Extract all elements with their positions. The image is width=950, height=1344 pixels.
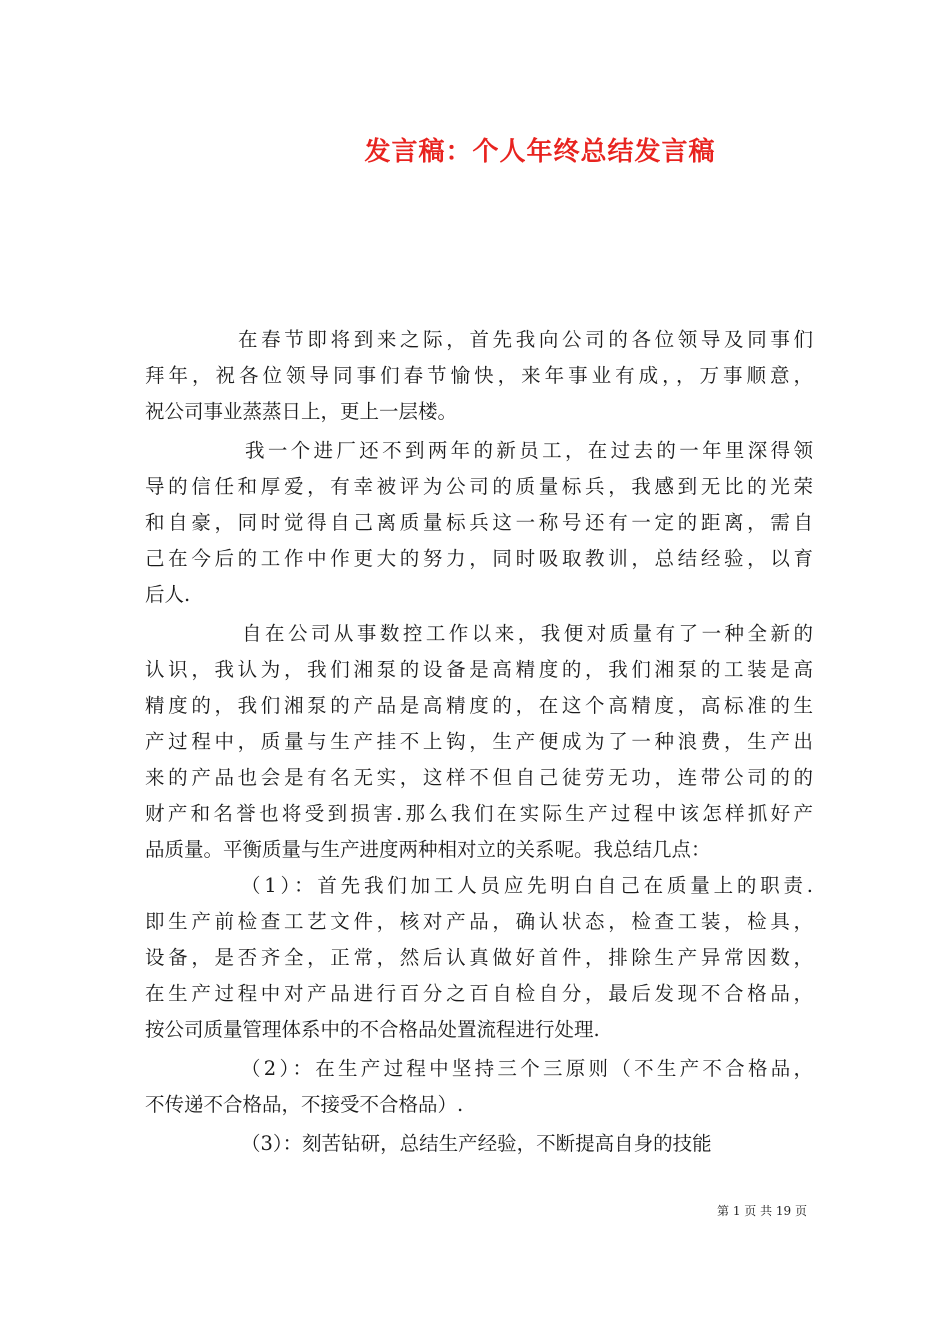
text-line: 己在今后的工作中作更大的努力，同时吸取教训，总结经验，以育 [145, 547, 813, 570]
text-line: 自在公司从事数控工作以来，我便对质量有了一种全新的 [242, 622, 813, 645]
paragraph [145, 322, 813, 430]
text-line: 在春节即将到来之际，首先我向公司的各位领导及同事们 [238, 328, 813, 351]
text-line: 我一个进厂还不到两年的新员工，在过去的一年里深得领 [245, 439, 813, 462]
list-item [145, 1126, 813, 1162]
text-line: 即生产前检查工艺文件，核对产品，确认状态，检查工装，检具， [145, 910, 813, 933]
list-item [145, 868, 813, 1048]
text-line: 品质量。平衡质量与生产进度两种相对立的关系呢。我总结几点： [145, 838, 711, 861]
text-line: 财产和名誉也将受到损害.那么我们在实际生产过程中该怎样抓好产 [145, 802, 813, 825]
text-line: （2）：在生产过程中坚持三个三原则（不生产不合格品， [241, 1057, 813, 1080]
text-line: 设备，是否齐全，正常，然后认真做好首件，排除生产异常因数， [145, 946, 813, 969]
text-line: 导的信任和厚爱，有幸被评为公司的质量标兵，我感到无比的光荣 [145, 475, 813, 498]
text-line: 来的产品也会是有名无实，这样不但自己徒劳无功，连带公司的的 [145, 766, 813, 789]
text-line: （1）：首先我们加工人员应先明白自己在质量上的职责. [241, 874, 813, 897]
document-body [145, 322, 813, 1162]
page-footer: 第 1 页 共 19 页 [717, 1204, 807, 1218]
document-title: 发言稿：个人年终总结发言稿 [364, 137, 716, 167]
text-line: （3）：刻苦钻研，总结生产经验，不断提高自身的技能 [241, 1132, 712, 1155]
text-line: 不传递不合格品，不接受不合格品）. [145, 1093, 464, 1116]
text-line: 后人. [145, 583, 191, 606]
text-line: 产过程中，质量与生产挂不上钩，生产便成为了一种浪费，生产出 [145, 730, 813, 753]
text-line: 认识，我认为，我们湘泵的设备是高精度的，我们湘泵的工装是高 [145, 658, 813, 681]
text-line: 精度的，我们湘泵的产品是高精度的，在这个高精度，高标准的生 [145, 694, 813, 717]
list-item [145, 1051, 813, 1123]
text-line: 在生产过程中对产品进行百分之百自检自分，最后发现不合格品， [145, 982, 813, 1005]
text-line: 拜年，祝各位领导同事们春节愉快，来年事业有成，，万事顺意， [145, 364, 813, 387]
text-line: 按公司质量管理体系中的不合格品处置流程进行处理. [145, 1018, 600, 1041]
text-line: 祝公司事业蒸蒸日上，更上一层楼。 [145, 400, 458, 423]
text-line: 和自豪，同时觉得自己离质量标兵这一称号还有一定的距离，需自 [145, 511, 813, 534]
paragraph [145, 616, 813, 868]
paragraph [145, 433, 813, 613]
